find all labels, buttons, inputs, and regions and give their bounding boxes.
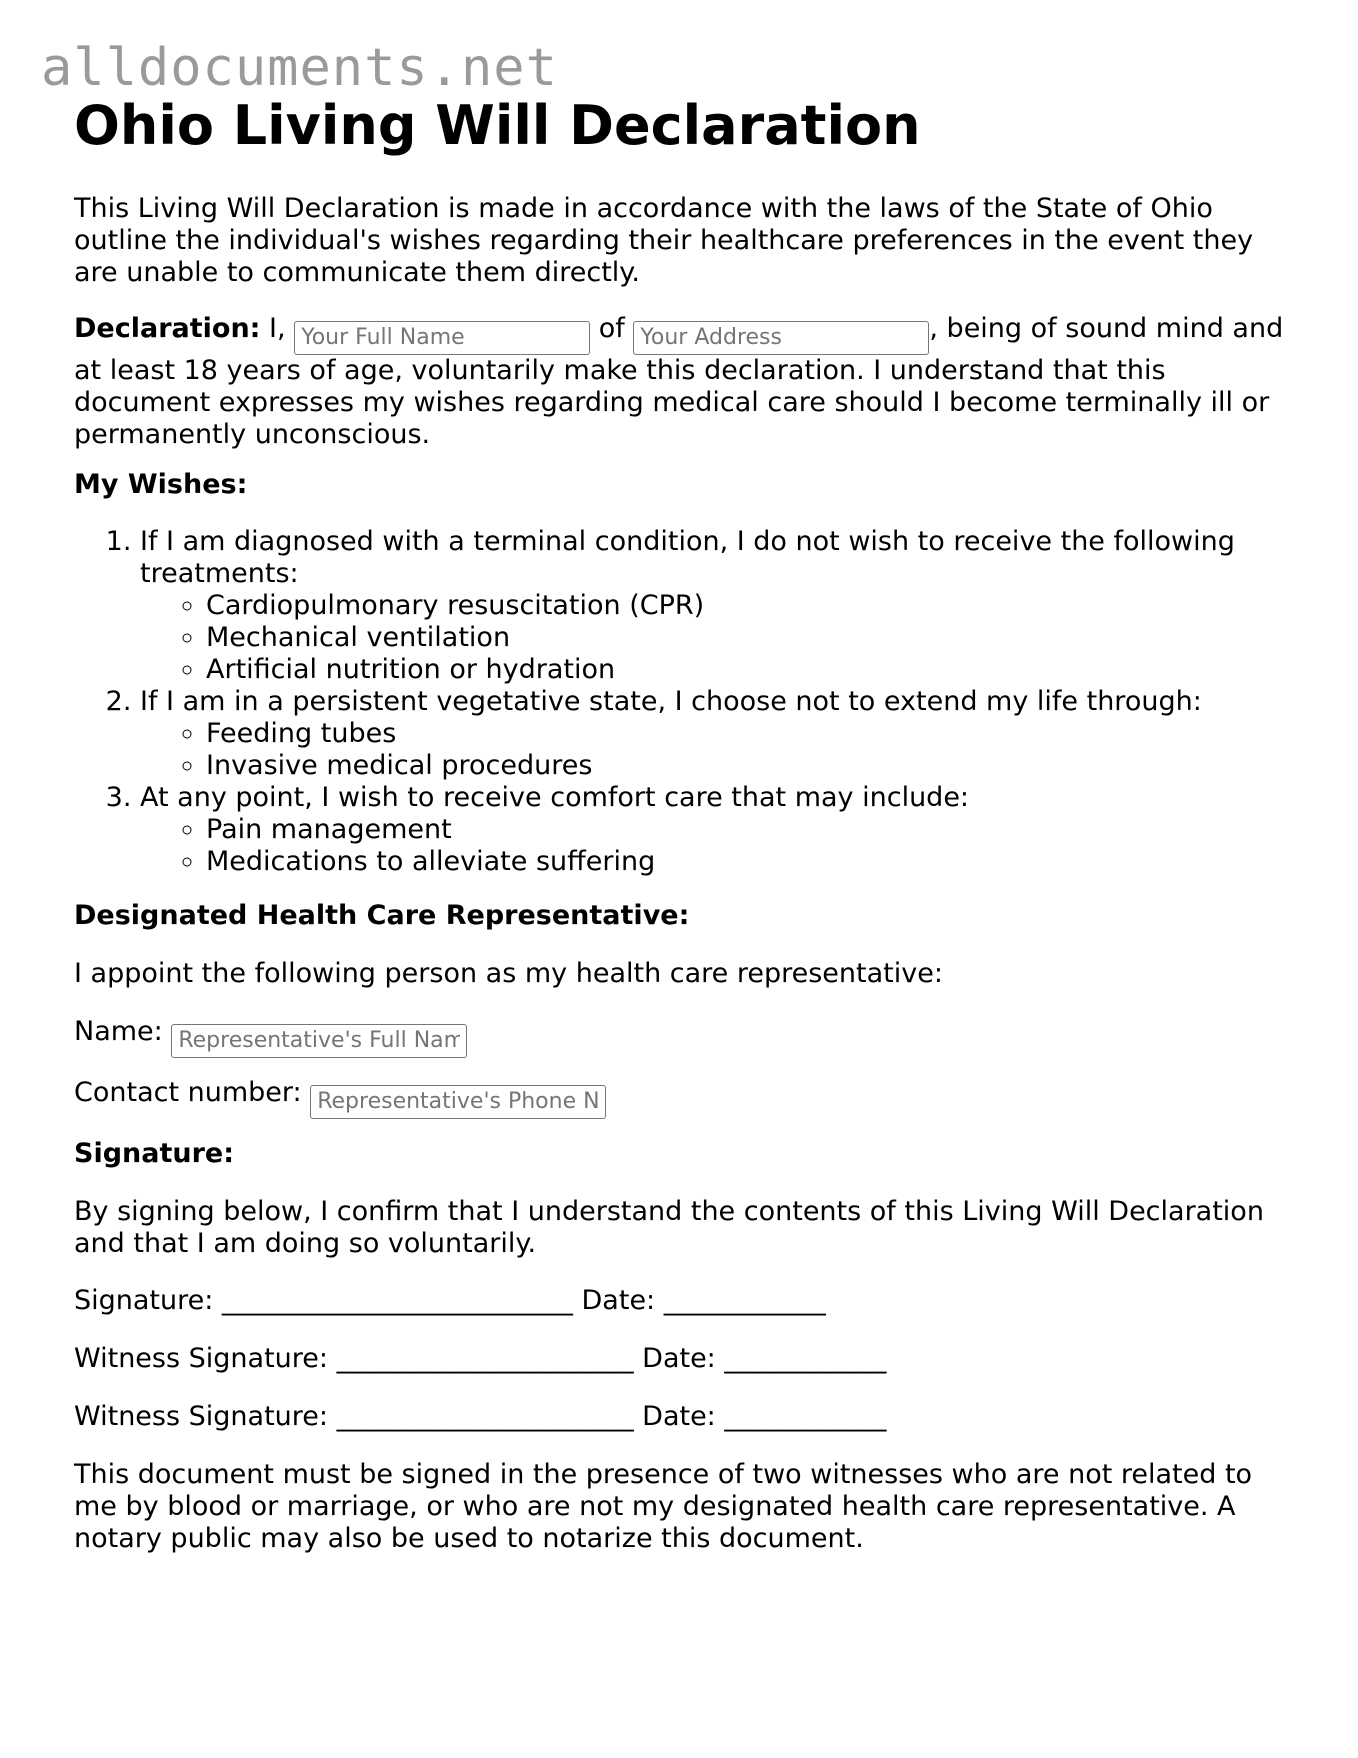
list-item: ◦ Medications to alleviate suffering xyxy=(206,846,1358,878)
list-item: ◦ Invasive medical procedures xyxy=(206,750,1358,782)
declaration-text-i: I, xyxy=(260,313,295,344)
representative-heading: Designated Health Care Representative: xyxy=(74,900,690,931)
signature-intro: By signing below, I confirm that I understand the contents of this Living Will Declaration and that I am doing so voluntarily. xyxy=(74,1196,1264,1259)
representative-intro: I appoint the following person as my health care representative: xyxy=(74,958,943,989)
declaration-paragraph xyxy=(74,313,1294,451)
declaration-text-rest: , being of sound mind and at least 18 years of age, voluntarily make this declaration. I understand that this document expresses my wishes regarding medical care should I become terminally ill or permanently unconscious. xyxy=(74,313,1284,450)
representative-name-row xyxy=(74,1016,467,1058)
intro-paragraph: This Living Will Declaration is made in accordance with the laws of the State of Ohio outline the individual's wishes regarding their healthcare preferences in the event they are unable to communicate them directly. xyxy=(74,193,1254,288)
address-input[interactable] xyxy=(633,321,929,355)
signature-heading: Signature: xyxy=(74,1138,235,1169)
witness-signature-line: Witness Signature: ______________________ Date: ____________ xyxy=(74,1401,887,1432)
page-title: Ohio Living Will Declaration xyxy=(74,94,921,157)
wish-subitems xyxy=(140,814,1358,878)
wish-item: 2. If I am in a persistent vegetative state, I choose not to extend my life through: ◦ Feeding tubes ◦ Invasive medical procedures xyxy=(140,686,1358,782)
representative-phone-input[interactable] xyxy=(310,1085,606,1119)
watermark: alldocuments.net xyxy=(41,38,558,98)
wishes-heading: My Wishes: xyxy=(74,469,248,500)
wish-item: 3. At any point, I wish to receive comfort care that may include: ◦ Pain management ◦ Medications to alleviate suffering xyxy=(140,782,1358,878)
wish-subitems xyxy=(140,590,1358,686)
list-item: ◦ Pain management xyxy=(206,814,1358,846)
full-name-input[interactable] xyxy=(294,321,590,355)
declaration-text-of: of xyxy=(590,313,634,344)
representative-contact-label: Contact number: xyxy=(74,1077,311,1108)
wish-item: 1. If I am diagnosed with a terminal condition, I do not wish to receive the following treatments: ◦ Cardiopulmonary resuscitation (CPR) ◦ Mechanical ventilation ◦ Artificial nutrition or hydration xyxy=(140,526,1358,686)
wish-subitems xyxy=(140,718,1358,782)
representative-name-label: Name: xyxy=(74,1016,172,1047)
declaration-label: Declaration: xyxy=(74,313,261,344)
wishes-list xyxy=(74,526,1358,878)
representative-name-input[interactable] xyxy=(171,1024,467,1058)
footer-note: This document must be signed in the presence of two witnesses who are not related to me by blood or marriage, or who are not my designated health care representative. A notary public may also be used to notarize this document. xyxy=(74,1459,1253,1554)
list-item: ◦ Feeding tubes xyxy=(206,718,1358,750)
signature-line: Signature: __________________________ Date: ____________ xyxy=(74,1285,826,1316)
representative-contact-row xyxy=(74,1077,606,1119)
list-item: ◦ Mechanical ventilation xyxy=(206,622,1358,654)
list-item: ◦ Artificial nutrition or hydration xyxy=(206,654,1358,686)
list-item: ◦ Cardiopulmonary resuscitation (CPR) xyxy=(206,590,1358,622)
witness-signature-line: Witness Signature: ______________________ Date: ____________ xyxy=(74,1343,887,1374)
